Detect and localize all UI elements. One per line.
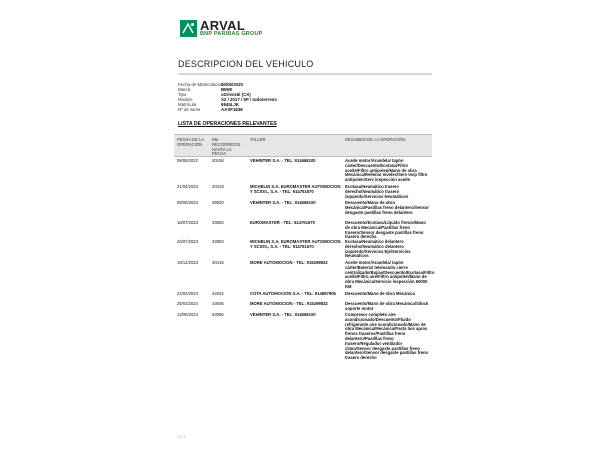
row-km: 42834 [212,291,224,296]
arval-logo-icon [180,20,197,37]
row-km: 53096 [212,312,224,317]
row-km: 33893 [212,220,224,225]
row-summary: Compresor completo aire acondicionado/Descuento/Fluido refrigerante aire acondicionado/Mano de obra Mecánica/Mecánica/Pasta luis apros frenos traseros/Pastillas freno delantero/Pastillas freno trasero/Regulador ventilador clima/Sensor desgaste pastillas freno delantero/Sensor desgaste pastillas freno trasero derecho [345,312,429,361]
row-summary: Descuento/Mano de obra Mecánica/Pastillas freno delantero/Sensor desgaste pastillas freno delantero [345,200,430,215]
info-label: Marca [178,87,191,92]
row-shop: EUROMASTER - TEL: 914751670 [250,220,315,225]
info-label: Matrícula [178,102,197,107]
row-km: 20158 [212,158,224,163]
brand-name: ARVAL [200,18,246,33]
arval-logo [180,18,300,40]
header-date: FECHA DE LA OPERACIÓN [177,137,204,147]
row-summary: Aceite motor/Arandela/ tapón cárter/Batería/ telemando cierre centralizado/Bujías/Descuento/Ecotasa/Filtro aceite/Filtro aire/Filtro antipolen/Mano de obra Mecánica/Servicio inspección 60000 KM [345,260,435,289]
title-divider [178,73,432,75]
row-shop: COTA AUTOMOCION S.A. - TEL: 914887906 [250,291,336,296]
brand-subtitle: BNP PARIBAS GROUP [200,31,263,37]
row-km: 43893 [212,239,224,244]
row-date: 19/12/2023 [177,260,198,265]
row-date: 13/06/2024 [177,312,198,317]
row-summary: Aceite motor/Arandela/ tapón cárter/Descuento/Ecotasa/Filtro aceite/Filtro antipolen/Mano de obra Mecánica/Rellenar niveles/Serv Insp filtro antipolen/Serv inspección aceite [345,158,428,183]
row-shop: MORE AUTOMOCION - TEL: 915299832 [250,260,328,265]
header-summary: RESUMEN DE LA OPERACIÓN [345,137,406,142]
header-shop: TALLER [250,137,266,142]
row-km: 39820 [212,200,224,205]
row-shop: MORE AUTOMOCION - TEL: 915299832 [250,301,328,306]
row-km: 40416 [212,260,224,265]
info-value: xDrive18i (CX) [221,92,251,97]
info-value: 20/06/2020 [221,82,243,87]
row-shop: MICHELIN S.A. EUROMASTER AUTOMOCION Y SCIOS., S.A. - TEL: 914751670 [250,239,341,249]
info-label: Tipo [178,92,187,97]
info-label: Modelo [178,97,193,102]
row-shop: VEHINTER S.A. - TEL: 914668100 [250,312,316,317]
info-label: Nº de Serie [178,107,201,112]
row-summary: Descuento/Ecotasa/Líquido frenos/Mano de obra Mecánica/Pastillas freno trasero/Sensor desgaste pastillas freno trasero derecha [345,220,426,240]
row-shop: VEHINTER S.A. - TEL: 914668100 [250,200,316,205]
row-shop: VEHINTER S.A. - TEL: 914668100 [250,158,316,163]
row-summary: Descuento/Mano de obra Mecánica/Silock soporte motor [345,301,429,311]
operations-table [174,134,435,361]
info-value: 6845LJK [221,102,240,107]
row-km: 40318 [212,184,224,189]
row-summary: Ecotasa/Neumático delantero derecho/Neumático delantero izquierdo/Servicios Eje/Servicios Neumáticos [345,239,411,259]
row-summary: Descuento/Mano de obra Mecánica [345,291,415,296]
row-summary: Ecotasa/Neumático trasero derecho/Neumático trasero izquierdo/Servicios Neumáticos [345,184,409,199]
row-date: 22/02/2024 [177,291,198,296]
row-km: 43936 [212,301,224,306]
page-number: 1 / 2 [178,434,186,439]
row-date: 25/03/2024 [177,301,198,306]
page-title: DESCRIPCION DEL VEHICULO [178,59,314,69]
row-date: 21/04/2023 [177,184,198,189]
header-km: KM RECORRIDOS HASTA LA FECHA [212,137,241,157]
info-value: AASF1638 [221,107,243,112]
row-shop: MICHELIN S.A. EUROMASTER AUTOMOCION Y SCIOS., S.A. - TEL: 914751670 [250,184,341,194]
info-value: BMW [221,87,232,92]
section-title: LISTA DE OPERACIONES RELEVANTES [178,121,277,127]
row-date: 26/07/2023 [177,239,198,244]
info-value: X2 / 2017 / 5P / todoterreno [221,97,278,102]
row-date: 18/07/2023 [177,220,198,225]
row-date: 08/08/2022 [177,158,198,163]
info-label: Fecha de Matriculación: [178,82,225,87]
table-header [174,134,432,157]
row-date: 08/05/2023 [177,200,198,205]
